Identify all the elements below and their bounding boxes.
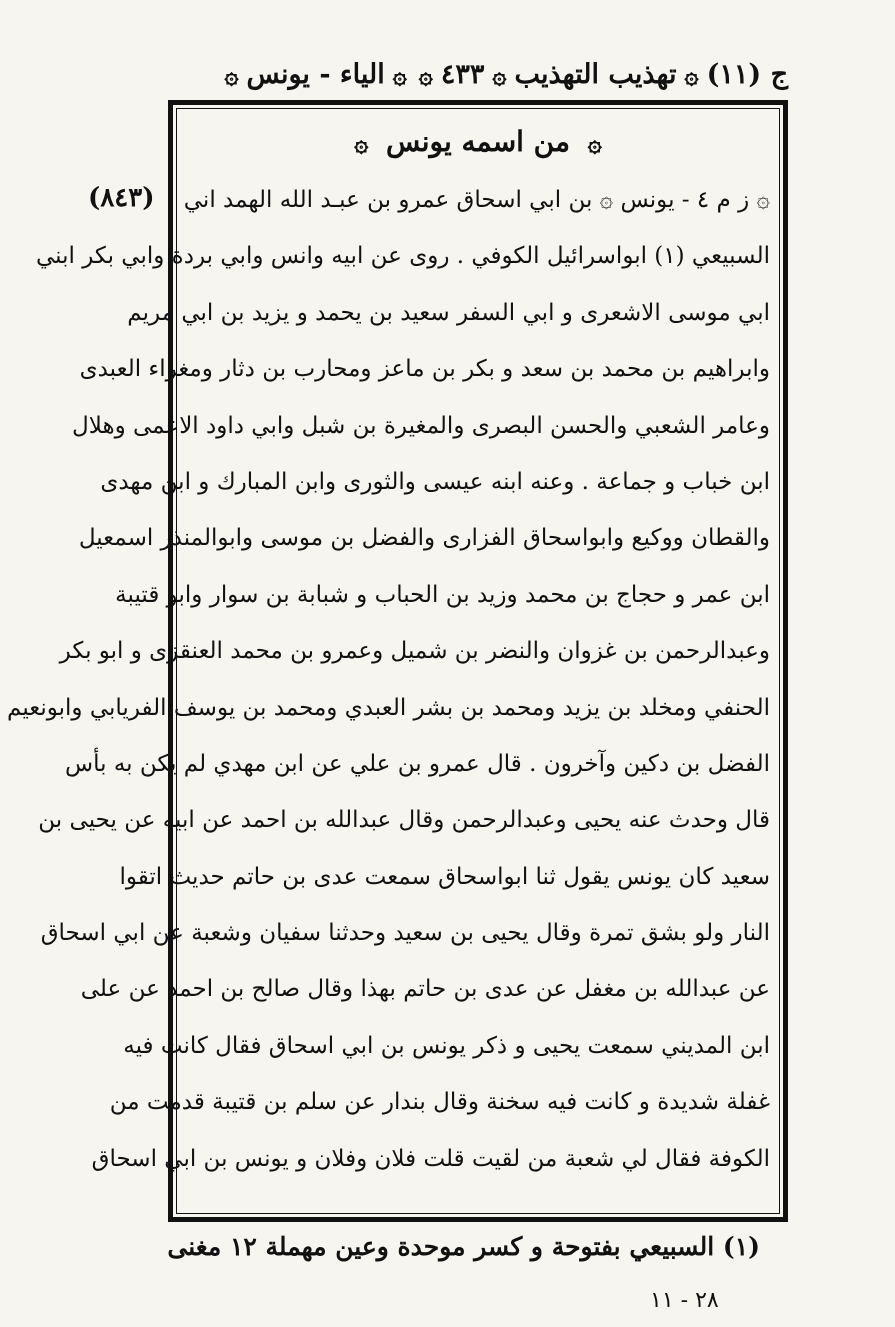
running-header — [150, 50, 790, 98]
ornament-icon: ۞ — [684, 59, 699, 89]
text-line: ابن المديني سمعت يحيى و ذكر يونس بن ابي اسحاق فقال كانت فيه — [123, 1032, 770, 1059]
text-line: وعبدالرحمن بن غزوان والنضر بن شميل وعمرو بن محمد العنقزى و ابو بكر — [59, 638, 770, 665]
chapter-label: الياء - يونس — [246, 58, 385, 90]
text-line: الفضل بن دكين وآخرون . قال عمرو بن علي عن ابن مهدي لم يكن به بأس — [65, 750, 770, 777]
text-line: النار ولو بشق تمرة وقال يحيى بن سعيد وحدثنا سفيان وشعبة عن ابي اسحاق — [40, 920, 770, 947]
text-line: الكوفة فقال لي شعبة من لقيت قلت فلان وفلان و يونس بن ابي اسحاق — [91, 1145, 770, 1172]
text-line: وابراهيم بن محمد بن سعد و بكر بن ماعز ومحارب بن دثار ومغراء العبدى — [79, 356, 770, 383]
ornament-icon: ۞ — [492, 59, 507, 89]
entry-number: (٨٤٣) — [88, 183, 155, 213]
footnote: (١) السبيعي بفتوحة و كسر موحدة وعين مهملة ١٢ مغنى — [167, 1232, 760, 1261]
text-line: ابن عمر و حجاج بن محمد وزيد بن الحباب و شبابة بن سوار وابو قتيبة — [115, 581, 770, 608]
volume-label: ج (١١) — [706, 58, 788, 90]
section-title-text: من اسمه يونس — [386, 125, 570, 158]
text-line: ابي موسى الاشعرى و ابي السفر سعيد بن يحمد و يزيد بن ابي مريم — [127, 299, 770, 326]
text-line: غفلة شديدة و كانت فيه سخنة وقال بندار عن سلم بن قتيبة قدمت من — [109, 1089, 770, 1116]
ornament-icon: ۞ — [418, 59, 433, 89]
text-line: ۞ ز م ٤ - يونس ۞ بن ابي اسحاق عمرو بن عبـد الله الهمد اني — [183, 187, 770, 213]
text-line: وعامر الشعبي والحسن البصرى والمغيرة بن شبل وابي داود الاعمى وهلال — [72, 412, 770, 439]
text-line: سعيد كان يونس يقول ثنا ابواسحاق سمعت عدى بن حاتم حديث اتقوا — [119, 863, 770, 890]
page-number: ٤٣٣ — [440, 58, 485, 90]
section-title — [176, 125, 780, 158]
text-line: السبيعي (١) ابواسرائيل الكوفي . روى عن ابيه وانس وابي بردة وابي بكر ابني — [35, 243, 770, 270]
printer-signature: ٢٨ - ١١ — [650, 1288, 719, 1313]
ornament-icon: ۞ — [224, 59, 239, 89]
text-line: والقطان ووكيع وابواسحاق الفزارى والفضل بن موسى وابوالمنذر اسمعيل — [78, 525, 770, 552]
text-line: عن عبدالله بن مغفل عن عدى بن حاتم بهذا وقال صالح بن احمد عن على — [80, 976, 770, 1003]
text-line: قال وحدث عنه يحيى وعبدالرحمن وقال عبدالله بن احمد عن ابيه عن يحيى بن — [38, 807, 770, 834]
ornament-icon: ۞ — [354, 128, 369, 157]
book-title: تهذيب التهذيب — [514, 58, 677, 90]
ornament-icon: ۞ — [587, 128, 602, 157]
text-line: الحنفي ومخلد بن يزيد ومحمد بن بشر العبدي ومحمد بن يوسف الفريابي وابونعيم — [7, 694, 770, 721]
text-line: ابن خباب و جماعة . وعنه ابنه عيسى والثورى وابن المبارك و ابن مهدى — [100, 468, 770, 495]
ornament-icon: ۞ — [392, 59, 407, 89]
